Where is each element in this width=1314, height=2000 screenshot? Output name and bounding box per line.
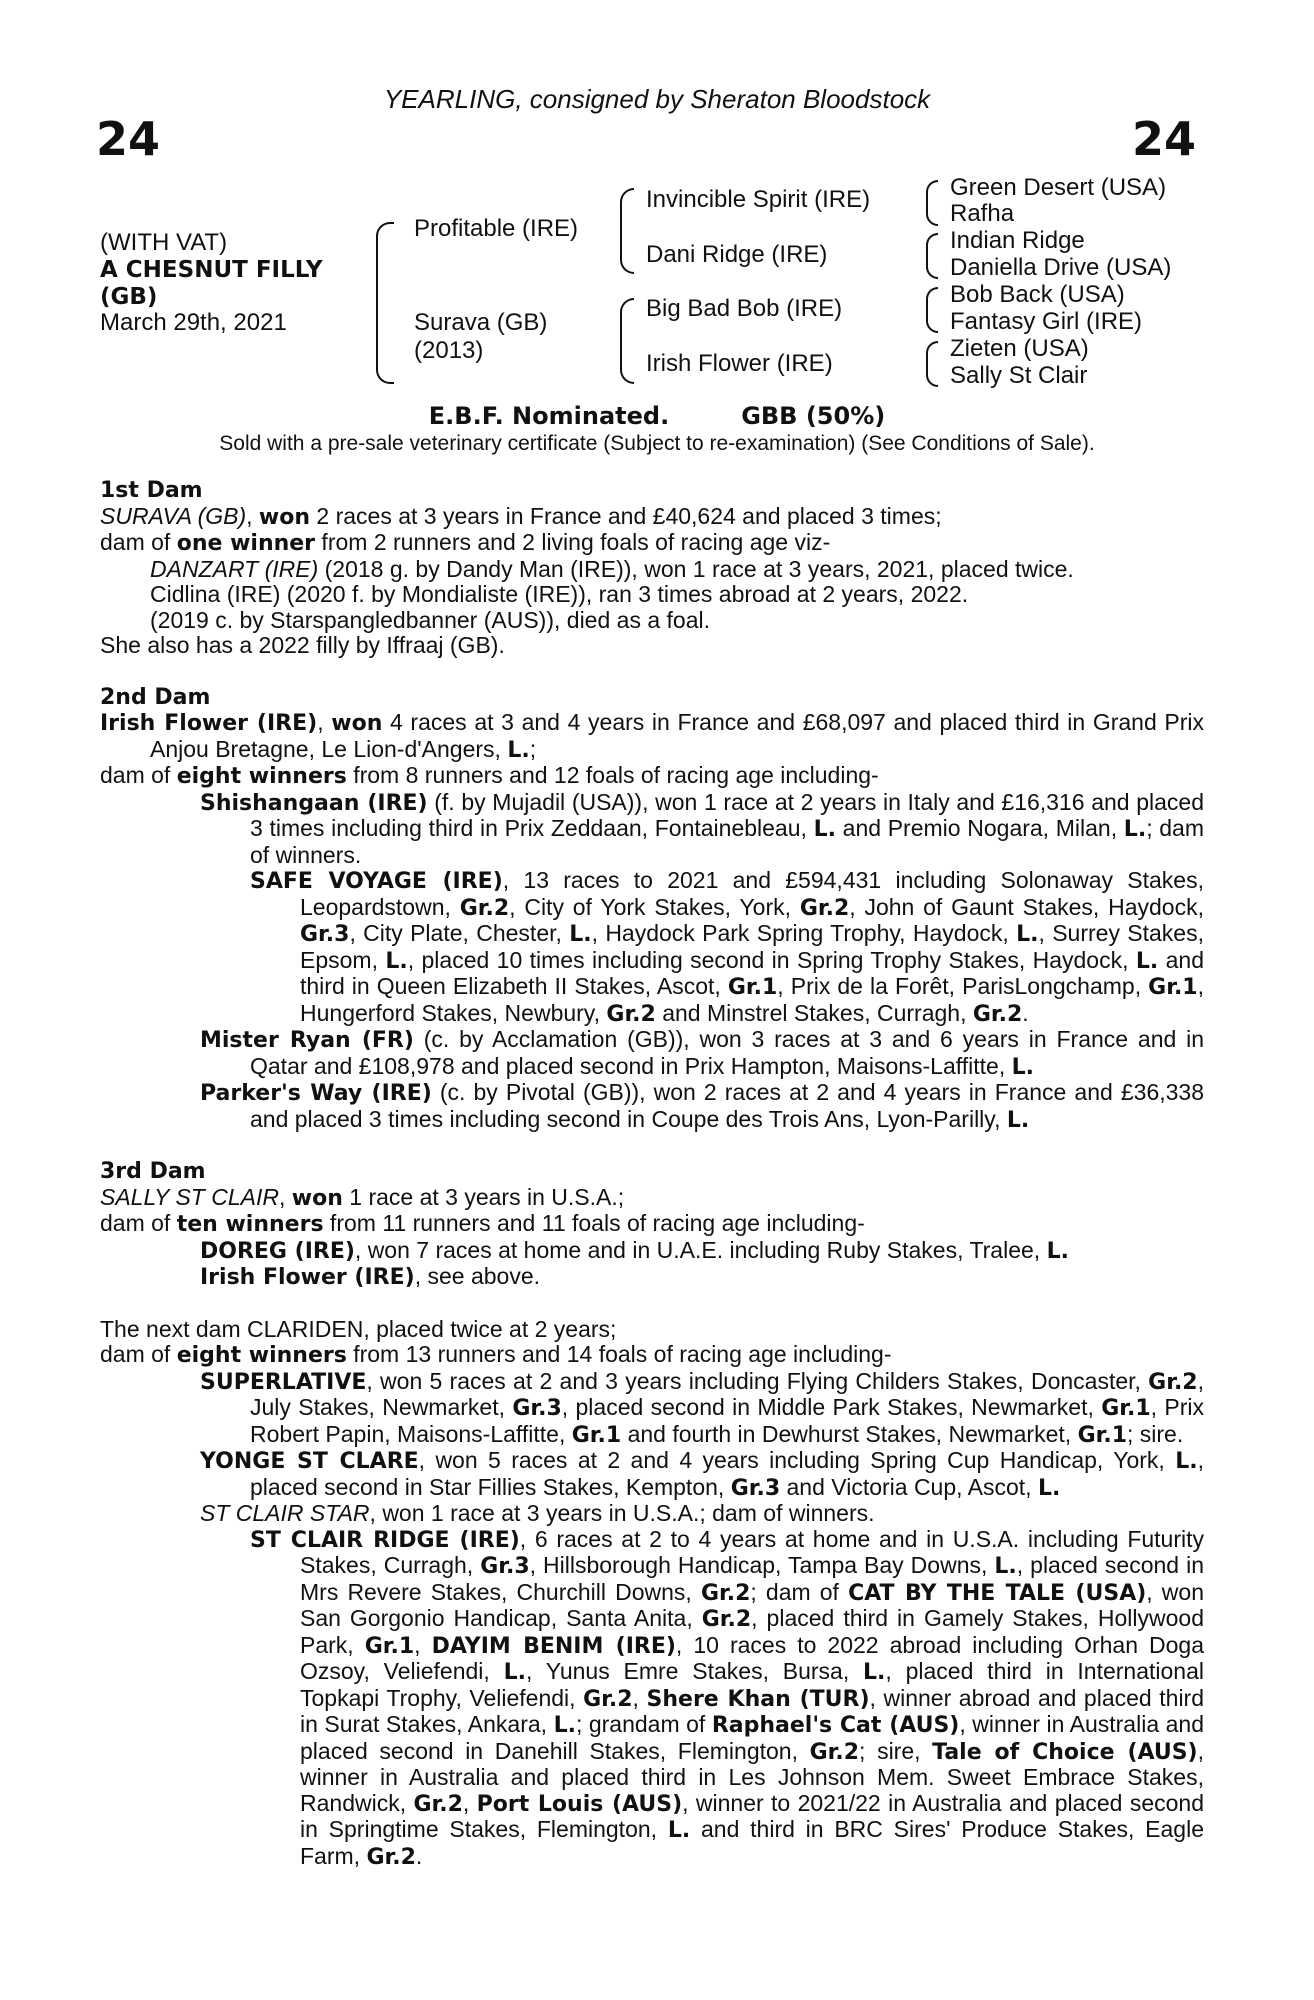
pedigree-brace-g2 [926, 233, 938, 279]
dam-dam: Irish Flower (IRE) [646, 350, 833, 377]
produce-yonge-st-clare: YONGE ST CLARE, won 5 races at 2 and 4 years including Spring Cup Handicap, York, L., placed second in Star Fillies Stakes, Kempton, Gr.3 and Victoria Cup, Ascot, L. [200, 1447, 1204, 1501]
produce-st-clair-star: ST CLAIR STAR, won 1 race at 3 years in U.S.A.; dam of winners. [200, 1500, 875, 1526]
horse-name [100, 256, 323, 284]
sire-dam: Dani Ridge (IRE) [646, 241, 828, 268]
ggp-8: Sally St Clair [950, 362, 1088, 389]
vet-certificate-note: Sold with a pre-sale veterinary certificate (Subject to re-examination) (See Conditions of Sale). [219, 432, 1095, 455]
pedigree-brace-g4 [926, 341, 938, 387]
first-dam-2022-filly: She also has a 2022 filly by Iffraaj (GB). [100, 632, 505, 658]
sire-sire: Invincible Spirit (IRE) [646, 186, 871, 213]
produce-shishangaan: Shishangaan (IRE) (f. by Mujadil (USA)), won 1 race at 2 years in Italy and £16,316 and placed 3 times including third in Prix Zeddaan, Fontainebleau, L. and Premio Nogara, Milan, L.; dam of winners. [200, 788, 1205, 868]
produce-parkers-way: Parker's Way (IRE) (c. by Pivotal (GB)), won 2 races at 2 and 4 years in France and £36,338 and placed 3 times including second in Coupe des Trois Ans, Lyon-Parilly, L. [200, 1079, 1204, 1133]
ggp-6: Fantasy Girl (IRE) [950, 308, 1143, 335]
third-dam-heading: 3rd Dam [100, 1159, 206, 1184]
horse-name-line1: A CHESNUT FILLY [100, 257, 323, 283]
produce-irish-flower: Irish Flower (IRE), see above. [200, 1263, 541, 1290]
produce-safe-voyage: SAFE VOYAGE (IRE), 13 races to 2021 and £594,431 including Solonaway Stakes, Leopardstown, Gr.2, City of York Stakes, York, Gr.2, John of Gaunt Stakes, Haydock, Gr.3, City Plate, Chester, L., Haydock Park Spring Trophy, Haydock, L., Surrey Stakes, Epsom, L., placed 10 times including second in Spring Trophy Stakes, Haydock, L. and third in Queen Elizabeth II Stakes, Ascot, Gr.1, Prix de la Forêt, ParisLongchamp, Gr.1, Hungerford Stakes, Newbury, Gr.2 and Minstrel Stakes, Curragh, Gr.2. [250, 867, 1204, 1027]
ggp-3: Indian Ridge [950, 227, 1085, 254]
produce-mister-ryan: Mister Ryan (FR) (c. by Acclamation (GB)), won 3 races at 3 and 6 years in France and in Qatar and £108,978 and placed second in Prix Hampton, Maisons-Laffitte, L. [200, 1026, 1205, 1080]
lot-number-right: 24 [1131, 112, 1196, 166]
next-dam-line: The next dam CLARIDEN, placed twice at 2 years; [100, 1315, 617, 1342]
produce-st-clair-ridge: ST CLAIR RIDGE (IRE), 6 races at 2 to 4 years at home and in U.S.A. including Futurity Stakes, Curragh, Gr.3, Hillsborough Handicap, Tampa Bay Downs, L., placed second in Mrs Revere Stakes, Churchill Downs, Gr.2; dam of CAT BY THE TALE (USA), won San Gorgonio Handicap, Santa Anita, Gr.2, placed third in Gamely Stakes, Hollywood Park, Gr.1, DAYIM BENIM (IRE), 10 races to 2022 abroad including Orhan Doga Ozsoy, Veliefendi, L., Yunus Emre Stakes, Bursa, L., placed third in International Topkapi Trophy, Veliefendi, Gr.2, Shere Khan (TUR), winner abroad and placed third in Surat Stakes, Ankara, L.; grandam of Raphael's Cat (AUS), winner in Australia and placed second in Danehill Stakes, Flemington, Gr.2; sire, Tale of Choice (AUS), winner in Australia and placed third in Les Johnson Mem. Sweet Embrace Stakes, Randwick, Gr.2, Port Louis (AUS), winner to 2021/22 in Australia and placed second in Springtime Stakes, Flemington, L. and third in BRC Sires' Produce Stakes, Eagle Farm, Gr.2. [250, 1525, 1205, 1870]
ggp-7: Zieten (USA) [950, 335, 1089, 362]
vat-label: (WITH VAT) [100, 229, 228, 256]
ggp-1: Green Desert (USA) [950, 174, 1167, 201]
dam-name: Surava (GB) [414, 309, 548, 336]
horse-name-line2: (GB) [100, 284, 158, 310]
ggp-2: Rafha [950, 200, 1015, 227]
produce-doreg: DOREG (IRE), won 7 races at home and in U.A.E. including Ruby Stakes, Tralee, L. [200, 1236, 1069, 1264]
horse-country [100, 283, 157, 311]
ggp-5: Bob Back (USA) [950, 281, 1125, 308]
third-dam-line: SALLY ST CLAIR, won 1 race at 3 years in U.S.A.; [100, 1183, 625, 1211]
pedigree-brace-g3 [926, 287, 938, 333]
ebf-nominated: E.B.F. Nominated. [428, 402, 670, 430]
pedigree-brace-g1 [926, 180, 938, 226]
sire-name: Profitable (IRE) [414, 215, 579, 242]
produce-2019-colt: (2019 c. by Starspangledbanner (AUS)), died as a foal. [150, 606, 710, 633]
produce-superlative: SUPERLATIVE, won 5 races at 2 and 3 years including Flying Childers Stakes, Doncaster, Gr.2, July Stakes, Newmarket, Gr.3, placed second in Middle Park Stakes, Newmarket, Gr.1, Prix Robert Papin, Maisons-Laffitte, Gr.1 and fourth in Dewhurst Stakes, Newmarket, Gr.1; sire. [200, 1367, 1205, 1448]
produce-cidlina: Cidlina (IRE) (2020 f. by Mondialiste (IRE)), ran 3 times abroad at 2 years, 2022. [150, 581, 969, 607]
lot-number-left: 24 [96, 112, 161, 166]
nomination-line [0, 402, 1314, 430]
second-dam-line: Irish Flower (IRE), won 4 races at 3 and 4 years in France and £68,097 and placed third in Grand Prix Anjou Bretagne, Le Lion-d'Angers, L.; [100, 709, 1205, 763]
first-dam-heading: 1st Dam [100, 478, 203, 503]
first-dam-line: SURAVA (GB), won 2 races at 3 years in France and £40,624 and placed 3 times; [100, 502, 942, 530]
foaling-date: March 29th, 2021 [100, 309, 287, 336]
third-dam-produce-summary: dam of ten winners from 11 runners and 11 foals of racing age including- [100, 1210, 865, 1237]
pedigree-brace-sire [620, 188, 634, 274]
pedigree-brace-main [376, 222, 394, 384]
ggp-4: Daniella Drive (USA) [950, 254, 1172, 281]
produce-danzart: DANZART (IRE) (2018 g. by Dandy Man (IRE)), won 1 race at 3 years, 2021, placed twice. [150, 555, 1074, 582]
second-dam-heading: 2nd Dam [100, 684, 211, 710]
next-dam-produce-summary: dam of eight winners from 13 runners and 14 foals of racing age including- [100, 1341, 892, 1368]
dam-year: (2013) [414, 337, 484, 364]
consignment-line: YEARLING, consigned by Sheraton Bloodstock [383, 84, 931, 114]
pedigree-brace-dam [620, 298, 634, 384]
produce-record [100, 478, 1204, 1870]
first-dam-produce-summary: dam of one winner from 2 runners and 2 living foals of racing age viz- [100, 529, 831, 556]
dam-sire: Big Bad Bob (IRE) [646, 295, 843, 322]
second-dam-produce-summary: dam of eight winners from 8 runners and 12 foals of racing age including- [100, 762, 879, 789]
gbb-note: GBB (50%) [741, 402, 886, 430]
